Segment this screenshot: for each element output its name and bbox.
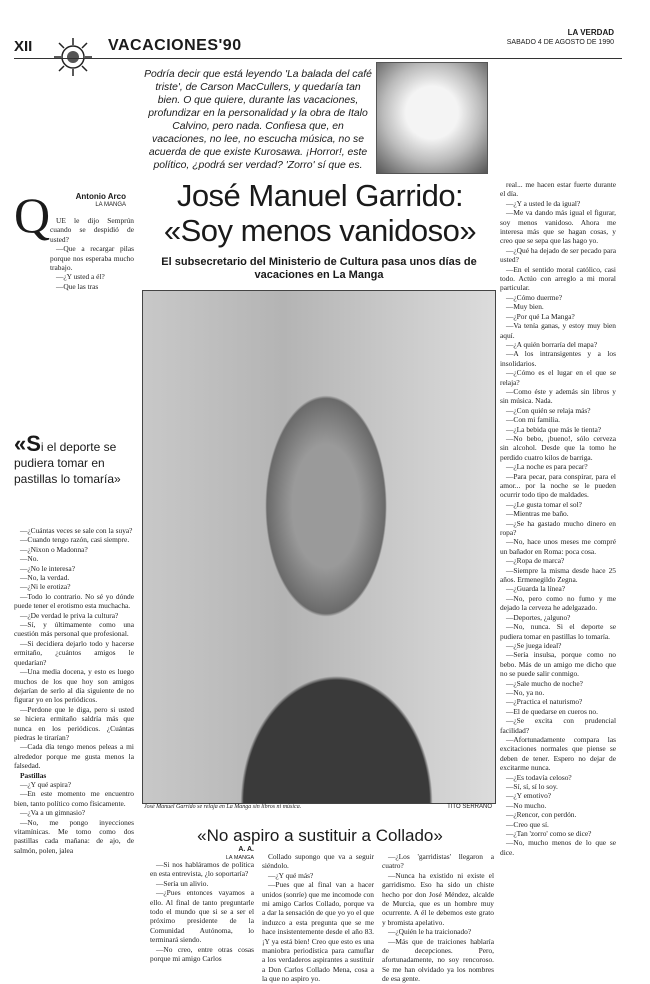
paragraph: —Cuando tengo razón, casi siempre. xyxy=(20,535,130,545)
page-number: XII xyxy=(14,38,33,55)
secondary-byline-initials: A. A. xyxy=(238,846,254,853)
paragraph: —Afortunadamente compara las excitaciones normales que piense se deben de tener. Espero no dejar de excitarme nunca. xyxy=(500,734,616,773)
column-b3 xyxy=(262,852,374,984)
pull-quote-initial: «S xyxy=(14,431,41,456)
paragraph: —Mientras me baño. xyxy=(506,509,569,519)
secondary-byline-location: LA MANGA xyxy=(225,855,254,861)
paragraph: —No, ya no. xyxy=(506,687,545,697)
paragraph: —Sí, sí, sí lo soy. xyxy=(506,782,558,791)
paragraph: —¿Qué ha dejado de ser pecado para usted? xyxy=(500,245,616,265)
paragraph: —Más que de traiciones hablaría de decepciones. Pero, afortunadamente, no soy rencoroso. Se me han olvidado ya los nombres de esa gente. xyxy=(382,936,494,984)
paragraph: —¿Es todavía celoso? xyxy=(506,772,572,782)
issue-date: SABADO 4 DE AGOSTO DE 1990 xyxy=(506,39,614,46)
paragraph: —¿Los 'garridistas' llegaron a cuatro? xyxy=(382,852,494,871)
paragraph: —¿Cómo duerme? xyxy=(506,292,563,302)
paragraph: —Una media docena, y esto es luego muchos de los que hoy son amigos dejarían de serlo al día siguiente de no figurar yo en los periódicos. xyxy=(14,667,134,705)
newspaper-name: LA VERDAD xyxy=(567,28,614,37)
paragraph: —Deportes, ¿alguno? xyxy=(506,612,571,622)
paragraph: —A los intransigentes y a los insolidarios. xyxy=(500,349,616,368)
paragraph: —Sería insulsa, porque como no bebo. Más de un amigo me dicho que no se puede salir conmigo. xyxy=(500,650,616,679)
article-title: José Manuel Garrido: «Soy menos vanidoso» xyxy=(163,178,477,248)
paragraph: —Todo lo contrario. No sé yo dónde puede tener el erotismo esta muchacha. xyxy=(14,591,134,611)
photo-caption xyxy=(144,804,492,810)
paragraph: —¿Tan 'zorro' como se dice? xyxy=(506,829,592,839)
paragraph: —¿Pues entonces vayamos a ello. Al final de tanto preguntarle todo el mundo que si se a ser el próximo presidente de la Comunidad Autónoma, lo terminará siendo. xyxy=(150,888,254,945)
pull-quote xyxy=(14,431,134,487)
paragraph: —¿Con quién se relaja más? xyxy=(506,405,591,415)
paragraph: —¿Quién le ha traicionado? xyxy=(388,927,472,937)
column-b2 xyxy=(150,860,254,964)
paragraph: —¿Ropa de marca? xyxy=(506,556,565,566)
paragraph: —En el sentido moral católico, casi todo. Actúo con arreglo a mi moral particular. xyxy=(500,264,616,293)
paragraph: —Creo que sí. xyxy=(506,819,549,829)
paragraph: —El de quedarse en cueros no. xyxy=(506,706,598,716)
paragraph: —Sí, y últimamente como una cuestión más personal que profesional. xyxy=(14,620,134,639)
paragraph: —¿Sale mucho de noche? xyxy=(506,678,583,688)
header-rule xyxy=(14,58,622,59)
paragraph: —¿Rencor, con perdón. xyxy=(506,810,577,820)
paragraph: —No, me pongo inyecciones vitamínicas. Me tomo como dos pastillas cada mañana: de ajo, de salmón, polen, jalea xyxy=(14,817,134,855)
paragraph: Collado supongo que va a seguir siéndolo. xyxy=(262,852,374,871)
paragraph: —¿Cuántas veces se sale con la suya? xyxy=(20,526,133,535)
drop-cap: Q xyxy=(14,187,51,243)
paragraph: —Nunca ha existido ni existe el garridismo. Eso ha sido un chiste hecho por don José Méndez, alcalde de Murcia, que es un hombre muy ocurrente. A él le debemos este grato y bromista apelativo. xyxy=(382,870,494,927)
paragraph: —Que las tras xyxy=(56,281,99,291)
paragraph: —Con mi familia. xyxy=(506,415,560,425)
paragraph: —¿Nixon o Madonna? xyxy=(20,544,88,554)
section-title: VACACIONES'90 xyxy=(108,37,242,54)
paragraph: —¿Cómo es el lugar en el que se relaja? xyxy=(500,368,616,387)
paragraph: —Va tenía ganas, y estoy muy bien aquí. xyxy=(500,321,616,340)
paragraph: —Muy bien. xyxy=(506,302,544,312)
paragraph: —¿Y qué más? xyxy=(268,870,314,880)
paragraph: —¿Se juega ideal? xyxy=(506,640,562,650)
paragraph: —Pues que al final van a hacer unidos (sonríe) que me incomode con mi amigo Carlos Collado, porque va a dar la sensación de que yo yo el que induzco a esta pregunta que se me hace insistentemente desde el año 83. ¡Y ya está bien! Creo que esto es una maniobra periodística para camuflar a los verdaderos aspirantes a sustituir a Don Carlos Collado Mena, cosa a la que no aspiro yo. xyxy=(262,880,374,984)
paragraph: —No, hace unos meses me compré un bañador en Roma: poca cosa. xyxy=(500,537,616,556)
paragraph: —Que a recargar pilas porque nos esperaba mucho trabajo. xyxy=(50,244,134,273)
paragraph: —Sería un alivio. xyxy=(156,878,209,888)
paragraph: —Si nos habláramos de política en esta entrevista, ¿lo soportaría? xyxy=(150,860,254,879)
paragraph: —¿No le interesa? xyxy=(20,563,75,573)
paragraph: —No, nunca. Si el deporte se pudiera tomar en pastillas lo tomaría. xyxy=(500,622,616,641)
paragraph: real... me hacen estar fuerte durante el día. xyxy=(500,180,616,199)
paragraph: —¿De verdad le priva la cultura? xyxy=(20,610,119,620)
paragraph: —No, pero como no fumo y me dejado la cerveza he adelgazado. xyxy=(500,593,616,613)
paragraph: —¿Guarda la línea? xyxy=(506,584,566,594)
article-subtitle: El subsecretario del Ministerio de Cultura pasa unos días de vacaciones en La Manga xyxy=(161,256,477,281)
paragraph: —No bebo, ¡bueno!, sólo cerveza sin alcohol. Desde que la tomo he perdido cuatro kilos de barriga. xyxy=(500,433,616,462)
paragraph: —¿Y usted a él? xyxy=(56,272,105,282)
paragraph: —¿Y emotivo? xyxy=(506,791,552,801)
column-b1 xyxy=(500,180,616,892)
column-a1 xyxy=(50,216,134,416)
paragraph: —¿Por qué La Manga? xyxy=(506,311,575,321)
paragraph: —Siempre la misma desde hace 25 años. Ermenegildo Zegna. xyxy=(500,565,616,585)
column-b4 xyxy=(382,852,494,984)
paragraph: —¿Va a un gimnasio? xyxy=(20,808,86,818)
photo-credit: TITO SERRANO xyxy=(447,804,492,810)
paragraph: —No. xyxy=(20,554,39,564)
paragraph: —No mucho. xyxy=(506,800,547,810)
portrait-photo xyxy=(142,290,496,804)
paragraph: —No creo, entre otras cosas porque mi amigo Carlos xyxy=(150,944,254,964)
paragraph: —¿Se ha gastado mucho dinero en ropa? xyxy=(500,518,616,538)
paragraph: —Como éste y además sin libros y sin música. Nada. xyxy=(500,386,616,406)
paragraph: —¿Y qué aspira? xyxy=(20,779,72,789)
column-a2 xyxy=(14,526,134,892)
byline xyxy=(58,192,126,210)
masthead xyxy=(507,28,614,47)
paragraph: —Perdone que le diga, pero si usted se hiciera ermitaño saldría más que nunca en los periódicos. ¿Cuántas piedras le tirarían? xyxy=(14,704,134,742)
paragraph: —¿A quién borraría del mapa? xyxy=(506,339,598,349)
paragraph: —¿Le gusta tomar el sol? xyxy=(506,499,582,509)
sun-emblem-icon xyxy=(52,36,94,78)
pull-quote-text: i el deporte se pudiera tomar en pastillas lo tomaría» xyxy=(14,440,121,486)
secondary-headline: «No aspiro a sustituir a Collado» xyxy=(197,826,443,845)
paragraph: —¿La bebida que más le tienta? xyxy=(506,424,602,434)
paragraph: UE le dijo Semprún cuando se despidió de usted? xyxy=(50,216,134,244)
paragraph: —En este momento me encuentro bien, tanto político como físicamente. xyxy=(14,789,134,808)
paragraph: —¿Practica el naturismo? xyxy=(506,697,583,707)
paragraph: —¿Y a usted le da igual? xyxy=(506,198,581,208)
paragraph: —¿Se excita con prudencial facilidad? xyxy=(500,716,616,735)
paragraph: —Para pecar, para conspirar, para el amor... por la noche se le pueden ocurrir todo tipo de maldades. xyxy=(500,471,616,500)
book-cover-image xyxy=(376,62,488,174)
paragraph: —Me va dando más igual el figurar, soy menos vanidoso. Ahora me interesa más que se hagan cosas, y creo que se sepa que las hago yo. xyxy=(500,208,616,246)
byline-location: LA MANGA xyxy=(95,202,126,208)
paragraph: —Si decidiera dejarlo todo y hacerse ermitaño, ¿cuántos amigos le quedarían? xyxy=(14,638,134,667)
paragraph: —No, mucho menos de lo que se dice. xyxy=(500,838,616,857)
paragraph: —Cada día tengo menos peleas a mi alrededor porque me gusta menos la falsedad. xyxy=(14,742,134,771)
subheading: Pastillas xyxy=(20,770,47,780)
paragraph: —¿Ni le erotiza? xyxy=(20,582,71,592)
caption-text: José Manuel Garrido se relaja en La Manga sin libros ni música. xyxy=(144,804,302,810)
paragraph: —¿La noche es para pecar? xyxy=(506,462,588,472)
byline-author: Antonio Arco xyxy=(75,192,126,201)
intro-text: Podría decir que está leyendo 'La balada del café triste', de Carson MacCullers, y quedaría tan bien. O que quiere, durante las vacaciones, profundizar en la personalidad y la obra de Italo Calvino, pero nada. Confiesa que, en vacaciones, no lee, no escucha música, no se acuerda de que existe Kurosawa. ¡Horror!, este político, ¿podrá ser verdad? 'Zorro' sí que es. xyxy=(144,69,372,171)
paragraph: —No, la verdad. xyxy=(20,573,70,583)
